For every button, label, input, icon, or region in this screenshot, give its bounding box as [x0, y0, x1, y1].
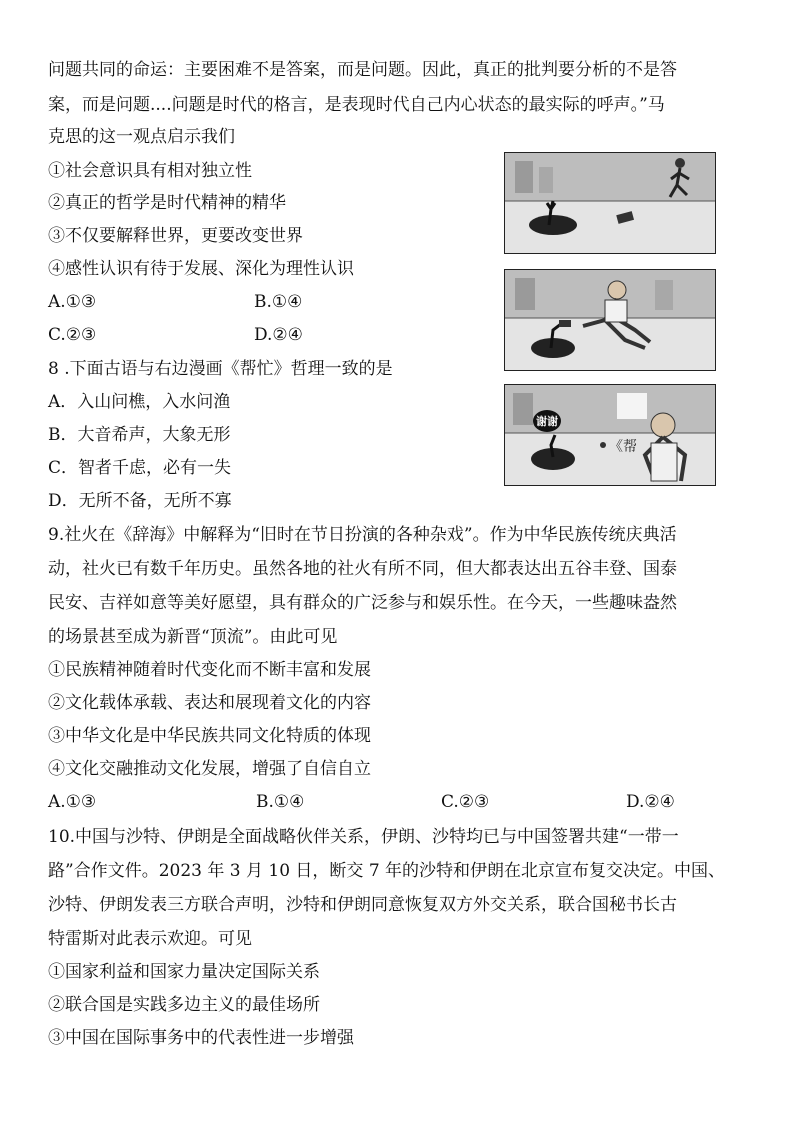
q9-answer-d: D.②④	[626, 792, 675, 812]
q7-answer-a: A.①③	[48, 292, 97, 312]
q9-stem-line-3: 民安、吉祥如意等美好愿望，具有群众的广泛参与和娱乐性。在今天，一些趣味盎然	[48, 593, 677, 613]
q9-stem-line-1: 9.社火在《辞海》中解释为“旧时在节日扮演的各种杂戏”。作为中华民族传统庆典活	[48, 525, 677, 545]
q10-stem-line-4: 特雷斯对此表示欢迎。可见	[48, 929, 252, 949]
q7-option-4: ④感性认识有待于发展、深化为理性认识	[48, 259, 354, 279]
intro-line-1: 问题共同的命运：主要困难不是答案，而是问题。因此，真正的批判要分析的不是答	[48, 60, 677, 80]
cartoon-caption: 《帮	[609, 439, 637, 455]
q8-answer-c: C．智者千虑，必有一失	[48, 458, 232, 478]
q10-option-3: ③中国在国际事务中的代表性进一步增强	[48, 1028, 354, 1048]
q9-stem-line-4: 的场景甚至成为新晋“顶流”。由此可见	[48, 627, 338, 647]
q9-option-1: ①民族精神随着时代变化而不断丰富和发展	[48, 660, 371, 680]
q10-option-2: ②联合国是实践多边主义的最佳场所	[48, 995, 320, 1015]
q9-answer-c: C.②③	[441, 792, 490, 812]
q9-option-2: ②文化载体承载、表达和展现着文化的内容	[48, 693, 371, 713]
q8-answer-d: D．无所不备，无所不寡	[48, 491, 232, 511]
intro-line-3: 克思的这一观点启示我们	[48, 127, 235, 147]
q7-answer-c: C.②③	[48, 325, 97, 345]
q8-answer-b: B．大音希声，大象无形	[48, 425, 231, 445]
q9-option-3: ③中华文化是中华民族共同文化特质的体现	[48, 726, 371, 746]
q7-option-3: ③不仅要解释世界，更要改变世界	[48, 226, 303, 246]
q10-stem-line-2: 路”合作文件。2023 年 3 月 10 日，断交 7 年的沙特和伊朗在北京宣布复交决定。中国、	[48, 861, 726, 881]
speech-bubble-text: 谢谢	[536, 415, 558, 428]
cartoon-panel-1	[504, 152, 716, 254]
q9-answer-a: A.①③	[48, 792, 97, 812]
q7-answer-b: B.①④	[254, 292, 303, 312]
cartoon-panel-2	[504, 269, 716, 371]
intro-line-2: 案，而是问题....问题是时代的格言，是表现时代自己内心状态的最实际的呼声。”马	[48, 95, 665, 115]
q7-answer-d: D.②④	[254, 325, 303, 345]
q9-answer-b: B.①④	[256, 792, 305, 812]
cartoon-panel-3	[504, 384, 716, 486]
q10-stem-line-1: 10.中国与沙特、伊朗是全面战略伙伴关系，伊朗、沙特均已与中国签署共建“一带一	[48, 827, 679, 847]
q9-stem-line-2: 动，社火已有数千年历史。虽然各地的社火有所不同，但大都表达出五谷丰登、国泰	[48, 559, 677, 579]
q7-option-1: ①社会意识具有相对独立性	[48, 161, 252, 181]
q10-option-1: ①国家利益和国家力量决定国际关系	[48, 962, 320, 982]
q8-answer-a: A．入山问樵，入水问渔	[48, 392, 231, 412]
q8-stem: 8 .下面古语与右边漫画《帮忙》哲理一致的是	[48, 359, 393, 379]
q7-option-2: ②真正的哲学是时代精神的精华	[48, 193, 286, 213]
q9-option-4: ④文化交融推动文化发展，增强了自信自立	[48, 759, 371, 779]
q10-stem-line-3: 沙特、伊朗发表三方联合声明，沙特和伊朗同意恢复双方外交关系，联合国秘书长古	[48, 895, 677, 915]
